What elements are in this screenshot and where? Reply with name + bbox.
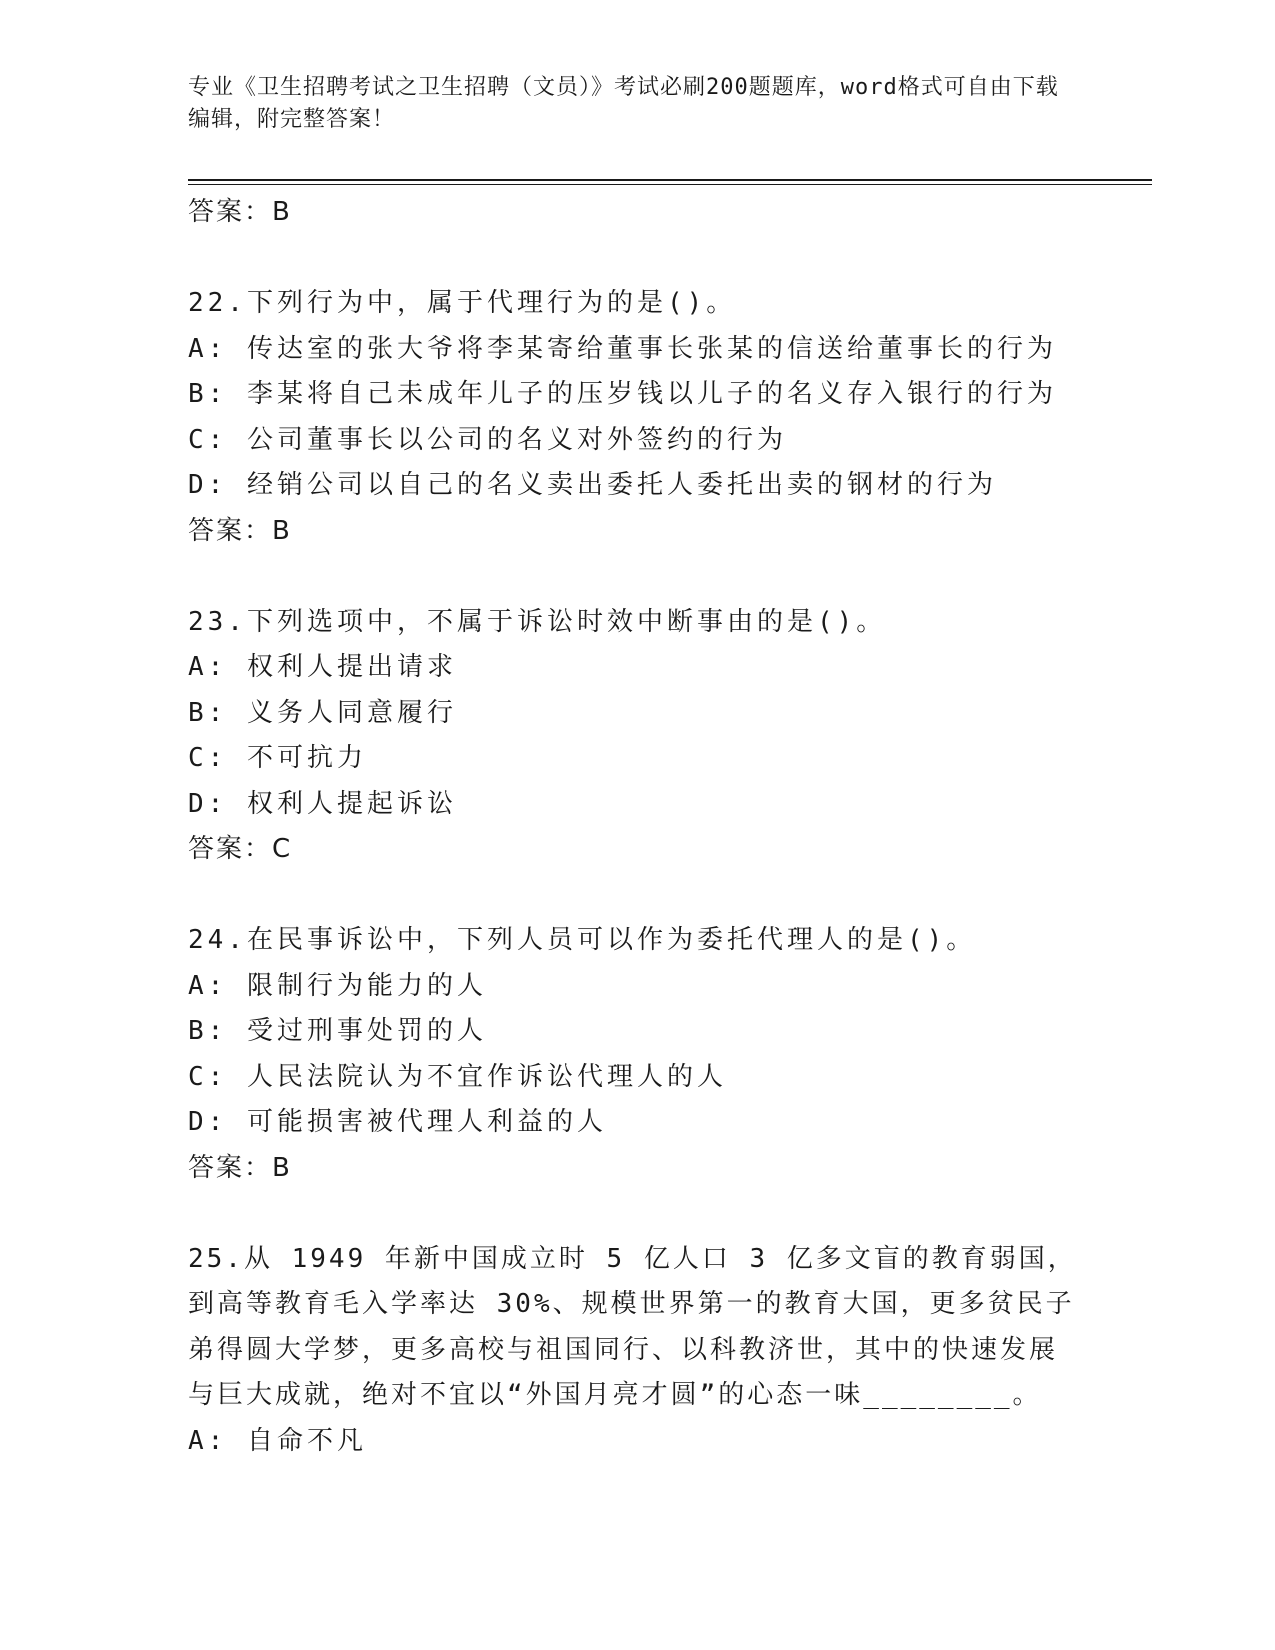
option-a: A: 限制行为能力的人 — [188, 970, 487, 1001]
option-d: D: 权利人提起诉讼 — [188, 788, 457, 819]
option-c: C: 人民法院认为不宜作诉讼代理人的人 — [188, 1061, 727, 1092]
question-stem: 24.在民事诉讼中，下列人员可以作为委托代理人的是()。 — [188, 925, 977, 955]
option-a: A: 自命不凡 — [188, 1425, 367, 1456]
spacer — [188, 1191, 1088, 1237]
answer-line: 答案：B — [188, 197, 292, 227]
document-header: 专业《卫生招聘考试之卫生招聘（文员）》考试必刷200题题库，word格式可自由下载编辑，附完整答案！ — [188, 75, 1059, 132]
option-a: A: 传达室的张大爷将李某寄给董事长张某的信送给董事长的行为 — [188, 333, 1057, 364]
option-d: D: 经销公司以自己的名义卖出委托人委托出卖的钢材的行为 — [188, 470, 997, 500]
question-24 — [188, 918, 1088, 1191]
answer-line: 答案：B — [188, 1152, 292, 1183]
spacer — [188, 236, 1088, 282]
spacer — [188, 554, 1088, 600]
option-d: D: 可能损害被代理人利益的人 — [188, 1107, 607, 1137]
option-c: C: 公司董事长以公司的名义对外签约的行为 — [188, 424, 787, 455]
question-stem: 25.从 1949 年新中国成立时 5 亿人口 3 亿多文盲的教育弱国，到高等教育毛入学率达 30%、规模世界第一的教育大国，更多贫民子弟得圆大学梦，更多高校与祖国同行、以科教济世，其中的快速发展与巨大成就，绝对不宜以“外国月亮才圆”的心态一味________。 — [188, 1243, 1077, 1410]
header-divider-thin — [188, 184, 1152, 185]
header-divider-thick — [188, 179, 1152, 181]
option-b: B: 受过刑事处罚的人 — [188, 1016, 487, 1046]
question-stem: 23.下列选项中，不属于诉讼时效中断事由的是()。 — [188, 606, 887, 637]
question-stem: 22.下列行为中，属于代理行为的是()。 — [188, 288, 737, 318]
option-b: B: 义务人同意履行 — [188, 697, 457, 728]
option-b: B: 李某将自己未成年儿子的压岁钱以儿子的名义存入银行的行为 — [188, 379, 1057, 409]
question-22 — [188, 281, 1088, 554]
option-c: C: 不可抗力 — [188, 743, 367, 773]
answer-line: 答案：B — [188, 515, 292, 546]
spacer — [188, 873, 1088, 919]
question-list — [188, 190, 1088, 1464]
option-a: A: 权利人提出请求 — [188, 652, 457, 682]
question-25 — [188, 1237, 1088, 1465]
question-23 — [188, 600, 1088, 873]
answer-line: 答案：C — [188, 834, 293, 864]
